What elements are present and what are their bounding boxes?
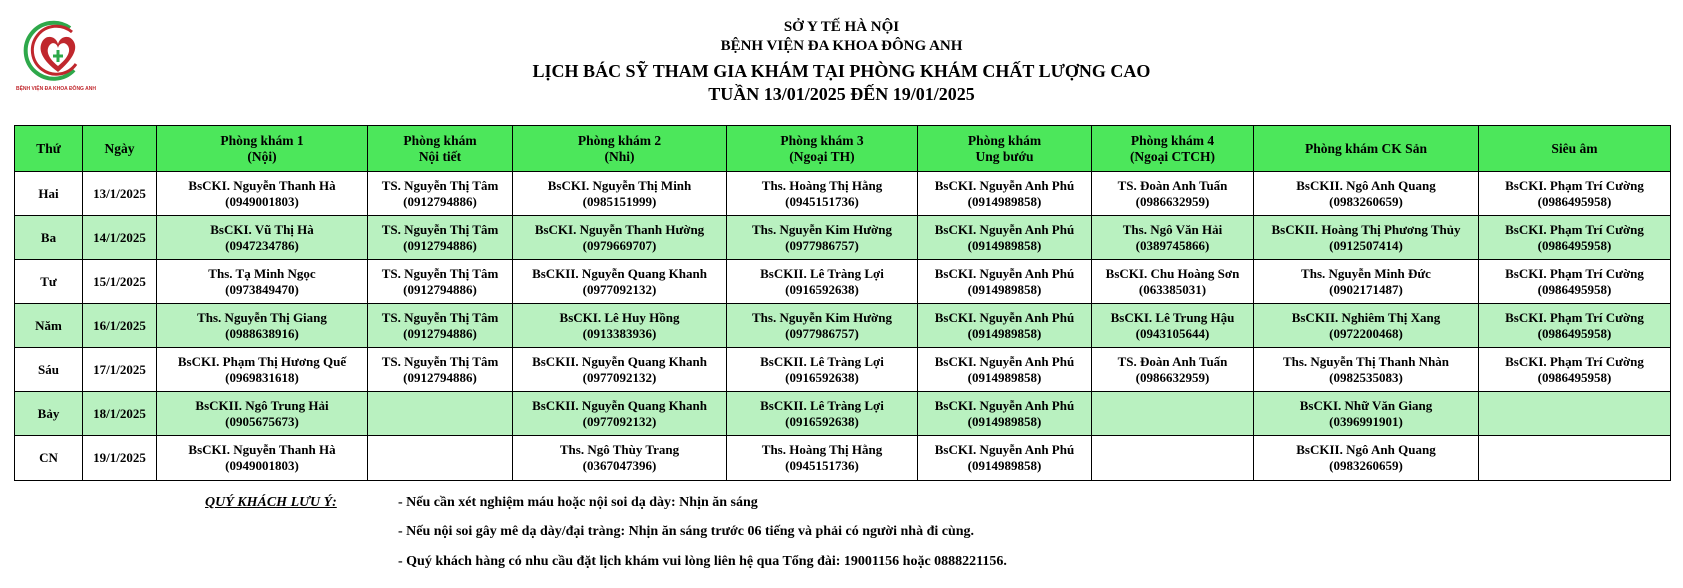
- doctor-phone: (0947234786): [225, 237, 299, 253]
- note-line: - Nếu nội soi gây mê dạ dày/đại tràng: Nhịn ăn sáng trước 06 tiếng và phải có người nhà đi cùng.: [398, 524, 975, 539]
- doctor-cell: [513, 260, 727, 304]
- table-row: [15, 392, 1671, 436]
- doctor-name: BsCKI. Nguyễn Anh Phú: [934, 442, 1075, 457]
- column-header: [513, 126, 727, 172]
- doctor-cell: [918, 260, 1092, 304]
- note-line: - Nếu cần xét nghiệm máu hoặc nội soi dạ dày: Nhịn ăn sáng: [398, 495, 758, 510]
- doctor-phone: (0977092132): [582, 369, 657, 385]
- column-header-label: Siêu âm: [1551, 140, 1598, 156]
- doctor-name: BsCKI. Phạm Thị Hương Quế: [177, 353, 347, 369]
- column-header-label: Phòng khám 2: [577, 132, 662, 148]
- schedule-week: TUẦN 13/01/2025 ĐẾN 19/01/2025: [708, 84, 975, 104]
- doctor-name: TS. Nguyễn Thị Tâm: [381, 309, 499, 325]
- doctor-cell: [513, 392, 727, 436]
- table-row: [15, 216, 1671, 260]
- column-header: [15, 126, 83, 172]
- column-header-label: Phòng khám CK Sản: [1305, 140, 1427, 156]
- doctor-cell: [1479, 392, 1671, 436]
- date-cell: 13/1/2025: [83, 172, 157, 216]
- doctor-phone: (0986495958): [1537, 325, 1612, 341]
- doctor-cell: [157, 304, 368, 348]
- doctor-phone: (0983260659): [1329, 193, 1403, 209]
- weekday-cell: Bảy: [15, 392, 83, 436]
- note-line: - Quý khách hàng có nhu cầu đặt lịch khám vui lòng liên hệ qua Tổng đài: 19001156 hoặc 0888221156.: [398, 554, 1007, 569]
- doctor-cell: [727, 216, 918, 260]
- doctor-cell: [727, 172, 918, 216]
- doctor-cell: [157, 260, 368, 304]
- doctor-phone: (063385031): [1138, 281, 1207, 297]
- column-header: [368, 126, 513, 172]
- column-header: [1254, 126, 1479, 172]
- doctor-cell: [513, 172, 727, 216]
- doctor-cell: [1254, 260, 1479, 304]
- doctor-name: TS. Đoàn Anh Tuấn: [1117, 177, 1228, 193]
- date-cell: 14/1/2025: [83, 216, 157, 260]
- table-row: [15, 436, 1671, 481]
- doctor-name: Ths. Ngô Thùy Trang: [559, 442, 680, 457]
- doctor-name: BsCKI. Nguyễn Anh Phú: [934, 397, 1075, 413]
- doctor-name: TS. Nguyễn Thị Tâm: [381, 177, 499, 193]
- doctor-name: TS. Nguyễn Thị Tâm: [381, 353, 499, 369]
- doctor-name: BsCKII. Lê Tràng Lợi: [760, 353, 884, 369]
- doctor-phone: (0977986757): [785, 237, 859, 253]
- column-header-sublabel: Nội tiết: [418, 148, 462, 164]
- doctor-phone: (0912794886): [403, 325, 477, 341]
- doctor-phone: (0912794886): [403, 237, 477, 253]
- doctor-phone: (0979669707): [582, 237, 657, 253]
- doctor-cell: [368, 436, 513, 481]
- doctor-name: BsCKII. Ngô Anh Quang: [1296, 177, 1436, 193]
- doctor-phone: (0988638916): [225, 325, 299, 341]
- doctor-phone: (0912507414): [1329, 237, 1403, 253]
- logo-caption: BỆNH VIỆN ĐA KHOA ĐÔNG ANH: [15, 86, 96, 92]
- doctor-schedule-table: [14, 125, 1671, 481]
- doctor-name: BsCKII. Lê Tràng Lợi: [760, 397, 884, 413]
- doctor-phone: (0905675673): [225, 413, 299, 429]
- doctor-name: BsCKI. Lê Trung Hậu: [1110, 309, 1235, 325]
- column-header-sublabel: (Nội): [247, 148, 277, 164]
- doctor-name: TS. Nguyễn Thị Tâm: [381, 265, 499, 281]
- doctor-name: Ths. Hoàng Thị Hằng: [761, 177, 883, 193]
- doctor-name: BsCKI. Phạm Trí Cường: [1505, 309, 1644, 325]
- doctor-cell: [727, 392, 918, 436]
- doctor-name: BsCKII. Ngô Trung Hải: [195, 397, 329, 413]
- doctor-cell: [1479, 436, 1671, 481]
- doctor-cell: [157, 348, 368, 392]
- doctor-phone: (0914989858): [967, 369, 1042, 385]
- doctor-cell: [918, 436, 1092, 481]
- doctor-name: Ths. Nguyễn Kim Hường: [752, 309, 892, 325]
- doctor-name: TS. Đoàn Anh Tuấn: [1117, 353, 1228, 369]
- date-cell: 18/1/2025: [83, 392, 157, 436]
- doctor-phone: (0977986757): [785, 325, 859, 341]
- doctor-cell: [368, 348, 513, 392]
- column-header-sublabel: (Ngoại TH): [789, 148, 855, 164]
- doctor-phone: (0367047396): [582, 458, 657, 473]
- doctor-name: BsCKI. Phạm Trí Cường: [1505, 177, 1644, 193]
- doctor-cell: [1254, 172, 1479, 216]
- doctor-name: BsCKI. Nguyễn Thanh Hường: [534, 221, 705, 237]
- doctor-phone: (0986495958): [1537, 369, 1612, 385]
- doctor-cell: [918, 348, 1092, 392]
- department-name: SỞ Y TẾ HÀ NỘI: [783, 19, 900, 35]
- doctor-name: BsCKII. Nguyễn Quang Khanh: [532, 265, 707, 281]
- doctor-phone: (0943105644): [1135, 325, 1210, 341]
- column-header-label: Thứ: [36, 140, 61, 156]
- table-row: [15, 260, 1671, 304]
- doctor-cell: [368, 172, 513, 216]
- doctor-phone: (0977092132): [582, 281, 657, 297]
- doctor-phone: (0914989858): [967, 413, 1042, 429]
- doctor-phone: (0914989858): [967, 281, 1042, 297]
- doctor-cell: [1092, 392, 1254, 436]
- doctor-phone: (0916592638): [785, 413, 859, 429]
- doctor-name: BsCKI. Nguyễn Thanh Hà: [188, 177, 336, 193]
- doctor-cell: [157, 436, 368, 481]
- column-header: [727, 126, 918, 172]
- weekday-cell: Năm: [15, 304, 83, 348]
- doctor-phone: (0916592638): [785, 369, 859, 385]
- doctor-name: BsCKI. Phạm Trí Cường: [1505, 353, 1644, 369]
- doctor-name: BsCKI. Nguyễn Anh Phú: [934, 221, 1075, 237]
- doctor-cell: [157, 216, 368, 260]
- doctor-phone: (0916592638): [785, 281, 859, 297]
- doctor-name: BsCKI. Phạm Trí Cường: [1505, 265, 1644, 281]
- column-header-label: Phòng khám: [967, 132, 1042, 148]
- column-header-sublabel: (Ngoại CTCH): [1129, 148, 1216, 164]
- doctor-phone: (0902171487): [1329, 281, 1403, 297]
- doctor-phone: (0986495958): [1537, 237, 1612, 253]
- column-header-label: Ngày: [104, 140, 135, 156]
- doctor-phone: (0913383936): [582, 325, 657, 341]
- doctor-name: BsCKI. Vũ Thị Hà: [210, 221, 314, 237]
- doctor-name: BsCKII. Hoàng Thị Phương Thủy: [1271, 221, 1461, 237]
- doctor-phone: (0973849470): [225, 281, 299, 297]
- doctor-cell: [1092, 304, 1254, 348]
- doctor-cell: [1092, 216, 1254, 260]
- doctor-phone: (0949001803): [225, 458, 299, 473]
- doctor-cell: [1479, 216, 1671, 260]
- doctor-cell: [1479, 172, 1671, 216]
- doctor-cell: [1092, 260, 1254, 304]
- doctor-cell: [1254, 216, 1479, 260]
- doctor-cell: [368, 216, 513, 260]
- doctor-cell: [368, 304, 513, 348]
- document-header: [0, 18, 1683, 106]
- doctor-cell: [727, 304, 918, 348]
- doctor-cell: [368, 392, 513, 436]
- column-header-label: Phòng khám 3: [780, 132, 864, 148]
- doctor-phone: (0396991901): [1329, 413, 1403, 429]
- column-header-sublabel: Ung bướu: [975, 148, 1034, 164]
- hospital-name: BỆNH VIỆN ĐA KHOA ĐÔNG ANH: [720, 38, 963, 54]
- doctor-cell: [918, 392, 1092, 436]
- doctor-cell: [727, 348, 918, 392]
- doctor-phone: (0982535083): [1329, 369, 1403, 385]
- doctor-cell: [513, 216, 727, 260]
- doctor-name: TS. Nguyễn Thị Tâm: [381, 221, 499, 237]
- doctor-phone: (0985151999): [582, 193, 657, 209]
- schedule-title: LỊCH BÁC SỸ THAM GIA KHÁM TẠI PHÒNG KHÁM CHẤT LƯỢNG CAO: [532, 61, 1151, 81]
- doctor-cell: [1479, 260, 1671, 304]
- doctor-phone: (0986632959): [1135, 193, 1210, 209]
- doctor-cell: [1254, 348, 1479, 392]
- doctor-name: Ths. Nguyễn Thị Thanh Nhàn: [1282, 353, 1450, 369]
- doctor-cell: [1254, 392, 1479, 436]
- date-cell: 16/1/2025: [83, 304, 157, 348]
- doctor-cell: [727, 436, 918, 481]
- date-cell: 17/1/2025: [83, 348, 157, 392]
- column-header-label: Phòng khám 1: [220, 132, 304, 148]
- doctor-cell: [1092, 348, 1254, 392]
- doctor-cell: [368, 260, 513, 304]
- doctor-name: BsCKI. Lê Huy Hồng: [559, 309, 680, 325]
- doctor-cell: [1254, 304, 1479, 348]
- table-header-row: [15, 126, 1671, 172]
- column-header: [918, 126, 1092, 172]
- doctor-name: BsCKI. Nguyễn Thị Minh: [547, 177, 692, 193]
- column-header: [1092, 126, 1254, 172]
- doctor-name: BsCKII. Nguyễn Quang Khanh: [532, 397, 707, 413]
- doctor-phone: (0986632959): [1135, 369, 1210, 385]
- notes-title: QUÝ KHÁCH LƯU Ý:: [205, 495, 337, 510]
- column-header: [83, 126, 157, 172]
- doctor-name: BsCKI. Nguyễn Anh Phú: [934, 177, 1075, 193]
- doctor-phone: (0914989858): [967, 458, 1042, 473]
- doctor-phone: (0977092132): [582, 413, 657, 429]
- doctor-cell: [1479, 304, 1671, 348]
- doctor-phone: (0983260659): [1329, 458, 1403, 473]
- column-header-sublabel: (Nhi): [604, 148, 635, 164]
- column-header: [157, 126, 368, 172]
- weekday-cell: Tư: [15, 260, 83, 304]
- doctor-name: BsCKI. Nhữ Văn Giang: [1299, 397, 1433, 413]
- doctor-name: BsCKI. Nguyễn Anh Phú: [934, 309, 1075, 325]
- doctor-cell: [727, 260, 918, 304]
- doctor-name: BsCKII. Nguyễn Quang Khanh: [532, 353, 707, 369]
- doctor-phone: (0912794886): [403, 193, 477, 209]
- date-cell: 15/1/2025: [83, 260, 157, 304]
- doctor-phone: (0986495958): [1537, 193, 1612, 209]
- doctor-name: BsCKI. Nguyễn Anh Phú: [934, 353, 1075, 369]
- doctor-name: BsCKII. Nghiêm Thị Xang: [1291, 309, 1441, 325]
- doctor-phone: (0972200468): [1329, 325, 1403, 341]
- doctor-cell: [1092, 172, 1254, 216]
- weekday-cell: Ba: [15, 216, 83, 260]
- doctor-phone: (0945151736): [785, 458, 859, 473]
- doctor-phone: (0914989858): [967, 237, 1042, 253]
- doctor-name: BsCKII. Ngô Anh Quang: [1296, 442, 1436, 457]
- weekday-cell: Hai: [15, 172, 83, 216]
- doctor-name: Ths. Tạ Minh Ngọc: [208, 265, 316, 281]
- doctor-cell: [918, 216, 1092, 260]
- date-cell: 19/1/2025: [83, 436, 157, 481]
- doctor-name: Ths. Nguyễn Thị Giang: [197, 309, 327, 325]
- doctor-name: Ths. Nguyễn Kim Hường: [752, 221, 892, 237]
- doctor-name: BsCKI. Nguyễn Thanh Hà: [188, 442, 336, 457]
- doctor-phone: (0914989858): [967, 325, 1042, 341]
- doctor-cell: [918, 172, 1092, 216]
- table-row: [15, 172, 1671, 216]
- doctor-cell: [1479, 348, 1671, 392]
- doctor-phone: (0969831618): [225, 369, 299, 385]
- doctor-phone: (0912794886): [403, 369, 477, 385]
- doctor-phone: (0389745866): [1135, 237, 1210, 253]
- table-row: [15, 304, 1671, 348]
- doctor-name: BsCKII. Lê Tràng Lợi: [760, 265, 884, 281]
- column-header-label: Phòng khám: [403, 132, 477, 148]
- weekday-cell: Sáu: [15, 348, 83, 392]
- doctor-name: BsCKI. Phạm Trí Cường: [1505, 221, 1644, 237]
- doctor-cell: [157, 172, 368, 216]
- column-header-label: Phòng khám 4: [1130, 132, 1215, 148]
- weekday-cell: CN: [15, 436, 83, 481]
- doctor-cell: [918, 304, 1092, 348]
- table-row: [15, 348, 1671, 392]
- doctor-name: Ths. Ngô Văn Hải: [1122, 221, 1223, 237]
- doctor-cell: [513, 436, 727, 481]
- doctor-cell: [1254, 436, 1479, 481]
- doctor-cell: [1092, 436, 1254, 481]
- column-header: [1479, 126, 1671, 172]
- doctor-phone: (0986495958): [1537, 281, 1612, 297]
- doctor-phone: (0912794886): [403, 281, 477, 297]
- doctor-name: Ths. Hoàng Thị Hằng: [761, 442, 883, 457]
- doctor-name: Ths. Nguyễn Minh Đức: [1301, 265, 1431, 281]
- doctor-phone: (0914989858): [967, 193, 1042, 209]
- doctor-name: BsCKI. Nguyễn Anh Phú: [934, 265, 1075, 281]
- doctor-phone: (0945151736): [785, 193, 859, 209]
- doctor-cell: [513, 304, 727, 348]
- doctor-cell: [513, 348, 727, 392]
- doctor-phone: (0949001803): [225, 193, 299, 209]
- doctor-cell: [157, 392, 368, 436]
- doctor-name: BsCKI. Chu Hoàng Sơn: [1105, 265, 1240, 281]
